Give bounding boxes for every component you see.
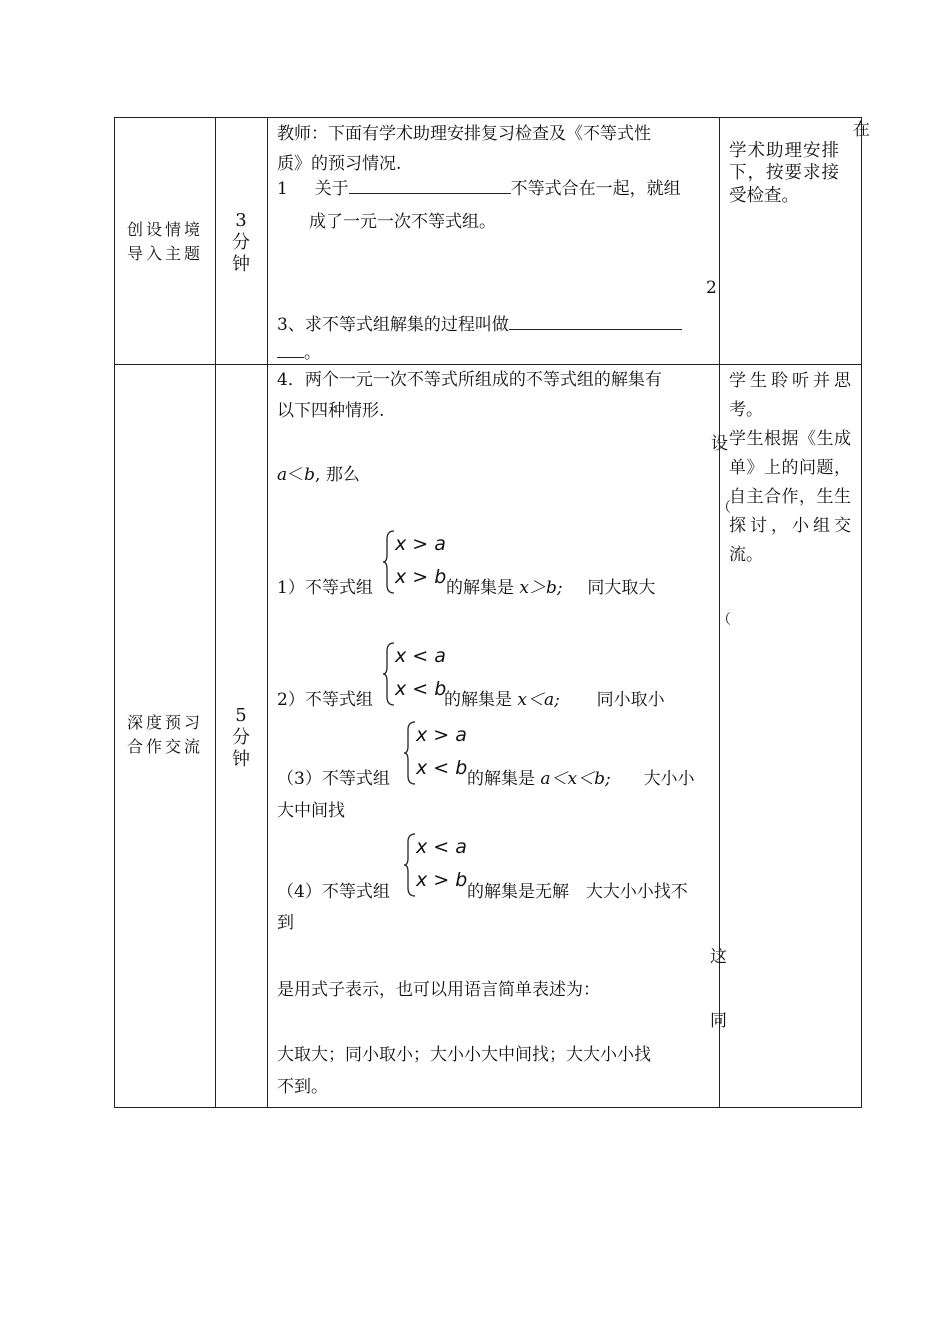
case2-result-text: 的解集是 xyxy=(444,690,512,710)
case3-rule-line2: 大中间找 xyxy=(277,801,345,821)
case4-eq2: x > b xyxy=(416,869,468,891)
condition-lt: ＜ xyxy=(287,465,305,485)
margin-char-zai: 在 xyxy=(853,120,870,140)
row2-summary-line2: 大取大；同小取小；大小小大中间找；大大小小找 xyxy=(277,1045,651,1065)
row2-label-line2: 合作交流 xyxy=(126,737,203,756)
row-divider xyxy=(114,364,862,365)
table-right-border xyxy=(861,117,862,1108)
case4-result xyxy=(467,878,688,906)
row2-student-activity-1: 学生聆听并思考。 xyxy=(729,371,851,420)
row1-time xyxy=(216,210,266,276)
case1-eq2: x > b xyxy=(395,566,447,588)
row1-student-line1: 学术助理安排 xyxy=(729,141,840,161)
case4-rule: 大大小小找不 xyxy=(585,882,688,902)
row1-label-line2: 导入主题 xyxy=(126,244,203,263)
case3-eq1: x > a xyxy=(416,724,467,746)
row2-time xyxy=(216,705,266,771)
condition-rest: , 那么 xyxy=(315,465,360,485)
row2-stage-label xyxy=(116,711,214,759)
case2-result xyxy=(444,686,665,714)
row2-condition xyxy=(277,461,360,489)
case2-solution: x＜a; xyxy=(517,690,560,710)
row2-summary-line1: 是用式子表示，也可以用语言简单表述为： xyxy=(277,980,600,1000)
col-divider-2 xyxy=(267,117,268,1108)
table-left-border xyxy=(114,117,115,1108)
row1-stage-label xyxy=(116,218,214,266)
item3-end: 。 xyxy=(304,343,321,363)
case4-rule-line2: 到 xyxy=(277,913,294,933)
case1-prefix: 1）不等式组 xyxy=(277,578,373,598)
row2-intro-line1: 4．两个一元一次不等式所组成的不等式组的解集有 xyxy=(277,370,662,390)
table-top-border xyxy=(114,117,862,118)
case4-eq1: x < a xyxy=(416,836,467,858)
condition-a: a xyxy=(277,465,288,485)
item3-blank-cont xyxy=(277,339,304,358)
case1-result xyxy=(446,574,655,602)
case2-rule: 同小取小 xyxy=(596,690,665,710)
case3-eq2: x < b xyxy=(416,757,468,779)
row1-student-line2: 下，按要求接 xyxy=(729,163,840,183)
row1-item3 xyxy=(277,311,682,339)
case2-prefix: 2）不等式组 xyxy=(277,690,373,710)
margin-char-zhe: 这 xyxy=(710,947,727,967)
row1-student-line3: 受检查。 xyxy=(729,186,799,206)
item3-blank xyxy=(509,311,682,330)
case4-prefix: （4）不等式组 xyxy=(277,882,390,902)
row2-time-unit2: 钟 xyxy=(232,749,250,770)
case3-result xyxy=(467,765,695,793)
item3-text: 3、求不等式组解集的过程叫做 xyxy=(277,315,509,335)
row1-teacher-line2: 质》的预习情况. xyxy=(277,154,402,174)
row1-teacher-line1: 教师：下面有学术助理安排复习检查及《不等式性 xyxy=(277,124,651,144)
case1-result-text: 的解集是 xyxy=(446,578,514,598)
case2-eq1: x < a xyxy=(395,645,446,667)
row1-time-num: 3 xyxy=(235,210,247,231)
case1-solution: x＞b; xyxy=(519,578,563,598)
margin-char-tong: 同 xyxy=(710,1011,727,1031)
margin-paren-1: （ xyxy=(717,500,731,516)
condition-b: b xyxy=(304,465,316,485)
case1-rule: 同大取大 xyxy=(587,578,656,598)
row1-item3-line2 xyxy=(277,339,321,367)
row2-time-num: 5 xyxy=(235,705,247,726)
item1-suffix: 不等式合在一起，就组 xyxy=(510,179,681,199)
row2-summary-line3: 不到。 xyxy=(277,1077,328,1097)
case4-result-text: 的解集是无解 xyxy=(467,882,569,902)
margin-paren-2: （ xyxy=(717,612,731,628)
item1-blank xyxy=(349,175,511,194)
case3-result-text: 的解集是 xyxy=(467,769,535,789)
row1-time-unit2: 钟 xyxy=(232,254,250,275)
row1-stray-2: 2 xyxy=(706,278,717,298)
table-bottom-border xyxy=(114,1107,862,1108)
case3-rule: 大小小 xyxy=(643,769,695,789)
row2-time-unit1: 分 xyxy=(232,727,250,748)
row2-student-activity-2: 学生根据《生成单》上的问题，自主合作，生生探讨，小组交流。 xyxy=(729,429,851,565)
case3-solution: a＜x＜b; xyxy=(540,769,611,789)
item1-prefix: 关于 xyxy=(314,179,349,199)
case3-prefix: （3）不等式组 xyxy=(277,769,390,789)
row1-label-line1: 创设情境 xyxy=(126,220,203,239)
row2-label-line1: 深度预习 xyxy=(126,713,203,732)
margin-char-she: 设 xyxy=(711,434,728,454)
row1-item1-line2: 成了一元一次不等式组。 xyxy=(309,212,496,232)
case1-eq1: x > a xyxy=(395,533,446,555)
row2-intro-line2: 以下四种情形. xyxy=(277,401,385,421)
case2-eq2: x < b xyxy=(395,678,447,700)
item1-number: 1 xyxy=(277,179,288,199)
row1-item1 xyxy=(277,175,681,203)
row1-time-unit1: 分 xyxy=(232,232,250,253)
